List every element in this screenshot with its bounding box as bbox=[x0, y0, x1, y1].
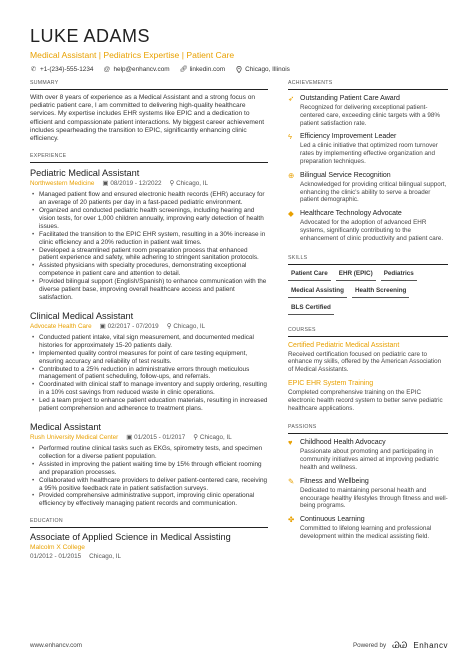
achievement-item bbox=[288, 171, 448, 204]
courses-heading: COURSES bbox=[288, 327, 448, 337]
job-bullet: • Performed routine clinical tasks such as EKGs, spirometry tests, and specimen collection for a diverse patient population. bbox=[30, 445, 268, 461]
contact-linkedin[interactable] bbox=[180, 66, 226, 73]
location-text: Chicago, Illinois bbox=[245, 66, 290, 73]
passion-desc: Dedicated to maintaining personal health and encourage healthy lifestyles through fitness and well-being programs. bbox=[300, 486, 448, 510]
job-location-text: Chicago, IL bbox=[199, 433, 232, 441]
skill-tag: Medical Assisting bbox=[288, 286, 347, 298]
globe-icon: ⊕ bbox=[288, 170, 295, 180]
passion-item bbox=[288, 477, 448, 510]
experience-entry bbox=[30, 422, 268, 508]
achievement-title: Healthcare Technology Advocate bbox=[300, 210, 402, 218]
job-meta bbox=[30, 434, 268, 442]
job-bullet: • Collaborated with healthcare providers to deliver patient-centered care, receiving a 95% positive feedback rate in patient satisfaction surveys. bbox=[30, 477, 268, 493]
job-location-text: Chicago, IL bbox=[173, 322, 206, 330]
job-bullet: • Contributed to a 25% reduction in administrative errors through meticulous management of patient scheduling, follow-ups, and referrals. bbox=[30, 366, 268, 382]
achievement-item bbox=[288, 209, 448, 242]
passions-section bbox=[288, 424, 448, 540]
experience-entry bbox=[30, 311, 268, 413]
job-bullet: • Assisted in improving the patient waiting time by 15% through efficient rooming and preparation processes. bbox=[30, 461, 268, 477]
course-title: EPIC EHR System Training bbox=[288, 379, 374, 387]
summary-section bbox=[30, 80, 268, 143]
pencil-icon: ✎ bbox=[288, 476, 295, 486]
achievement-item bbox=[288, 94, 448, 127]
passion-title: Childhood Health Advocacy bbox=[300, 439, 386, 447]
candidate-name: LUKE ADAMS bbox=[30, 26, 151, 46]
job-dates bbox=[100, 323, 159, 331]
passion-desc: Committed to lifelong learning and professional development within the medical assisting field. bbox=[300, 525, 432, 540]
phone-text: +1-(234)-555-1234 bbox=[40, 66, 94, 73]
courses-section bbox=[288, 327, 448, 413]
achievement-desc: Acknowledged for providing critical bilingual support, enhancing the clinic's ability to serve a broader patient demographic. bbox=[300, 180, 447, 204]
job-bullet: • Led a team project to enhance patient education materials, resulting in increased patient comprehension and adherence to treatment plans. bbox=[30, 397, 268, 413]
job-meta bbox=[30, 180, 268, 188]
skill-tag: Pediatrics bbox=[381, 269, 417, 281]
job-company: Northwestern Medicine bbox=[30, 180, 95, 188]
passion-title: Fitness and Wellbeing bbox=[300, 477, 369, 485]
achievement-desc: Advocated for the adoption of advanced EHR systems, significantly contributing to the enhancement of clinic productivity and patient care. bbox=[300, 219, 444, 242]
skill-tag: BLS Certified bbox=[288, 303, 334, 315]
job-bullet: • Organized and conducted pediatric health screenings, including hearing and vision tests, for over 1,000 children annually, improving early detection of health issues. bbox=[30, 207, 268, 231]
linkedin-text: linkedin.com bbox=[189, 66, 226, 73]
left-column bbox=[30, 80, 268, 561]
job-location bbox=[193, 434, 231, 442]
location-pin-icon: ⚲ bbox=[166, 322, 172, 330]
achievement-desc: Led a clinic initiative that optimized room turnover rates by implementing effective organization and preparation techniques. bbox=[300, 142, 438, 165]
job-title: Pediatric Medical Assistant bbox=[30, 168, 140, 179]
lightning-icon: ϟ bbox=[288, 132, 292, 142]
diamond-icon: ◆ bbox=[288, 209, 294, 219]
email-text: help@enhancv.com bbox=[113, 66, 170, 73]
job-location bbox=[167, 323, 205, 331]
powered-by bbox=[353, 640, 448, 651]
resume-header bbox=[30, 26, 450, 73]
achievement-desc: Recognized for delivering exceptional patient-centered care, exceeding clinic targets with a 98% patient satisfaction rate. bbox=[300, 104, 441, 127]
job-dates bbox=[102, 180, 161, 188]
phone-icon: ✆ bbox=[30, 66, 37, 73]
education-heading: EDUCATION bbox=[30, 518, 268, 528]
job-dates-text: 01/2015 - 01/2017 bbox=[134, 433, 186, 441]
passion-title: Continuous Learning bbox=[300, 516, 365, 524]
job-bullet: • Conducted patient intake, vital sign measurement, and documented medical histories for approximately 15-20 patients daily. bbox=[30, 334, 268, 350]
job-company: Rush University Medical Center bbox=[30, 433, 119, 441]
job-bullet: • Developed a streamlined patient room preparation process that enhanced patient experience and safety, while adhering to stringent sanitation protocols. bbox=[30, 247, 268, 263]
degree-title: Associate of Applied Science in Medical Assisting bbox=[30, 532, 231, 543]
at-icon: @ bbox=[103, 66, 111, 73]
skills-list bbox=[288, 269, 448, 315]
puzzle-icon: ✤ bbox=[288, 515, 295, 525]
experience-entry bbox=[30, 168, 268, 302]
course-desc: Received certification focused on pediatric care to enhance my skills, offered by the American Association of Medical Assistants. bbox=[288, 350, 442, 374]
location-pin-icon bbox=[235, 66, 242, 73]
skill-tag: EHR (EPIC) bbox=[336, 269, 376, 281]
skills-section bbox=[288, 255, 448, 315]
calendar-icon: ▣ bbox=[126, 433, 133, 441]
education-section bbox=[30, 518, 268, 561]
summary-text: With over 8 years of experience as a Medical Assistant and a strong focus on pediatric patient care, I am committed to delivering high-quality healthcare services. My expertise includes EHR systems like EPIC and a dedication to efficient and compassionate patient interactions. My biggest career achievement includes spearheading the transition to EPIC, significantly enhancing clinic efficiency. bbox=[30, 94, 265, 143]
job-bullet: • Implemented quality control measures for point of care testing equipment, ensuring accuracy and reliability of test results. bbox=[30, 350, 268, 366]
experience-section bbox=[30, 153, 268, 508]
course-item bbox=[288, 341, 448, 374]
skill-tag: Patient Care bbox=[288, 269, 331, 281]
job-bullet: • Coordinated with clinical staff to manage inventory and supply ordering, resulting in a 10% cost savings from reduced waste in clinic operations. bbox=[30, 381, 268, 397]
contact-email[interactable] bbox=[103, 66, 169, 73]
education-meta bbox=[30, 553, 268, 561]
powered-by-label: Powered by bbox=[352, 642, 387, 649]
course-item bbox=[288, 379, 448, 412]
job-dates bbox=[126, 434, 185, 442]
job-bullet: • Assisted physicians with specialty procedures, demonstrating exceptional competence in patient care and attention to detail. bbox=[30, 262, 268, 278]
job-bullets bbox=[30, 334, 268, 413]
achievements-heading: ACHIEVEMENTS bbox=[288, 80, 448, 90]
job-bullets bbox=[30, 191, 268, 302]
job-company: Advocate Health Care bbox=[30, 322, 92, 330]
job-dates-text: 02/2017 - 07/2019 bbox=[107, 322, 159, 330]
education-location: Chicago, IL bbox=[89, 553, 121, 561]
education-dates: 01/2012 - 01/2015 bbox=[30, 553, 82, 561]
footer-url[interactable]: www.enhancv.com bbox=[30, 642, 83, 649]
course-desc: Completed comprehensive training on the EPIC electronic health record system to better serve pediatric healthcare applications. bbox=[288, 388, 443, 412]
job-location bbox=[169, 180, 207, 188]
job-meta bbox=[30, 323, 268, 331]
passion-item bbox=[288, 515, 448, 541]
contact-row bbox=[30, 66, 450, 73]
link-icon: 🔗︎ bbox=[179, 66, 188, 73]
job-bullet: • Provided comprehensive administrative support, improving clinic operational efficiency by effectively managing patient records and communication. bbox=[30, 492, 268, 508]
summary-heading: SUMMARY bbox=[30, 80, 268, 90]
calendar-icon: ▣ bbox=[99, 322, 106, 330]
right-column bbox=[288, 80, 448, 541]
job-location-text: Chicago, IL bbox=[176, 180, 208, 188]
brand-name: Enhancv bbox=[413, 641, 448, 650]
achievements-section bbox=[288, 80, 448, 243]
passion-item bbox=[288, 438, 448, 471]
calendar-icon: ▣ bbox=[102, 180, 109, 188]
job-dates-text: 08/2019 - 12/2022 bbox=[110, 180, 162, 188]
achievement-title: Outstanding Patient Care Award bbox=[300, 95, 400, 102]
course-title: Certified Pediatric Medical Assistant bbox=[288, 341, 400, 349]
location-pin-icon: ⚲ bbox=[193, 433, 198, 441]
contact-location bbox=[235, 66, 290, 73]
contact-phone[interactable] bbox=[30, 66, 93, 73]
passion-desc: Passionate about promoting and participating in community initiatives aimed at improving pediatric health and wellness. bbox=[300, 448, 439, 471]
rocket-icon: ➶ bbox=[288, 94, 295, 103]
skill-tag: Health Screening bbox=[352, 286, 409, 298]
job-title: Clinical Medical Assistant bbox=[30, 310, 134, 321]
enhancv-logo-icon: ᏊᏊ bbox=[392, 640, 408, 650]
job-title: Medical Assistant bbox=[30, 421, 101, 432]
achievement-title: Bilingual Service Recognition bbox=[300, 171, 391, 179]
location-pin-icon: ⚲ bbox=[169, 180, 175, 188]
resume-footer bbox=[30, 640, 448, 651]
skills-heading: SKILLS bbox=[288, 255, 448, 265]
job-bullet: • Provided bilingual support (English/Spanish) to enhance communication with the diverse patient base, improving overall healthcare access and patient satisfaction. bbox=[30, 278, 268, 302]
job-bullet: • Facilitated the transition to the EPIC EHR system, resulting in a 30% increase in clinic efficiency and a 20% reduction in patient wait times. bbox=[30, 231, 268, 247]
achievement-item bbox=[288, 132, 448, 165]
job-bullet: • Managed patient flow and ensured electronic health records (EHR) accuracy for an average of 20 patients per day in a fast-paced pediatric environment. bbox=[30, 191, 268, 207]
passions-heading: PASSIONS bbox=[288, 424, 448, 434]
candidate-headline: Medical Assistant | Pediatrics Expertise | Patient Care bbox=[30, 50, 235, 60]
school-name: Malcolm X College bbox=[30, 544, 85, 552]
experience-heading: EXPERIENCE bbox=[30, 153, 268, 163]
achievement-title: Efficiency Improvement Leader bbox=[300, 133, 397, 141]
job-bullets bbox=[30, 445, 268, 508]
heart-icon: ♥ bbox=[288, 438, 293, 448]
